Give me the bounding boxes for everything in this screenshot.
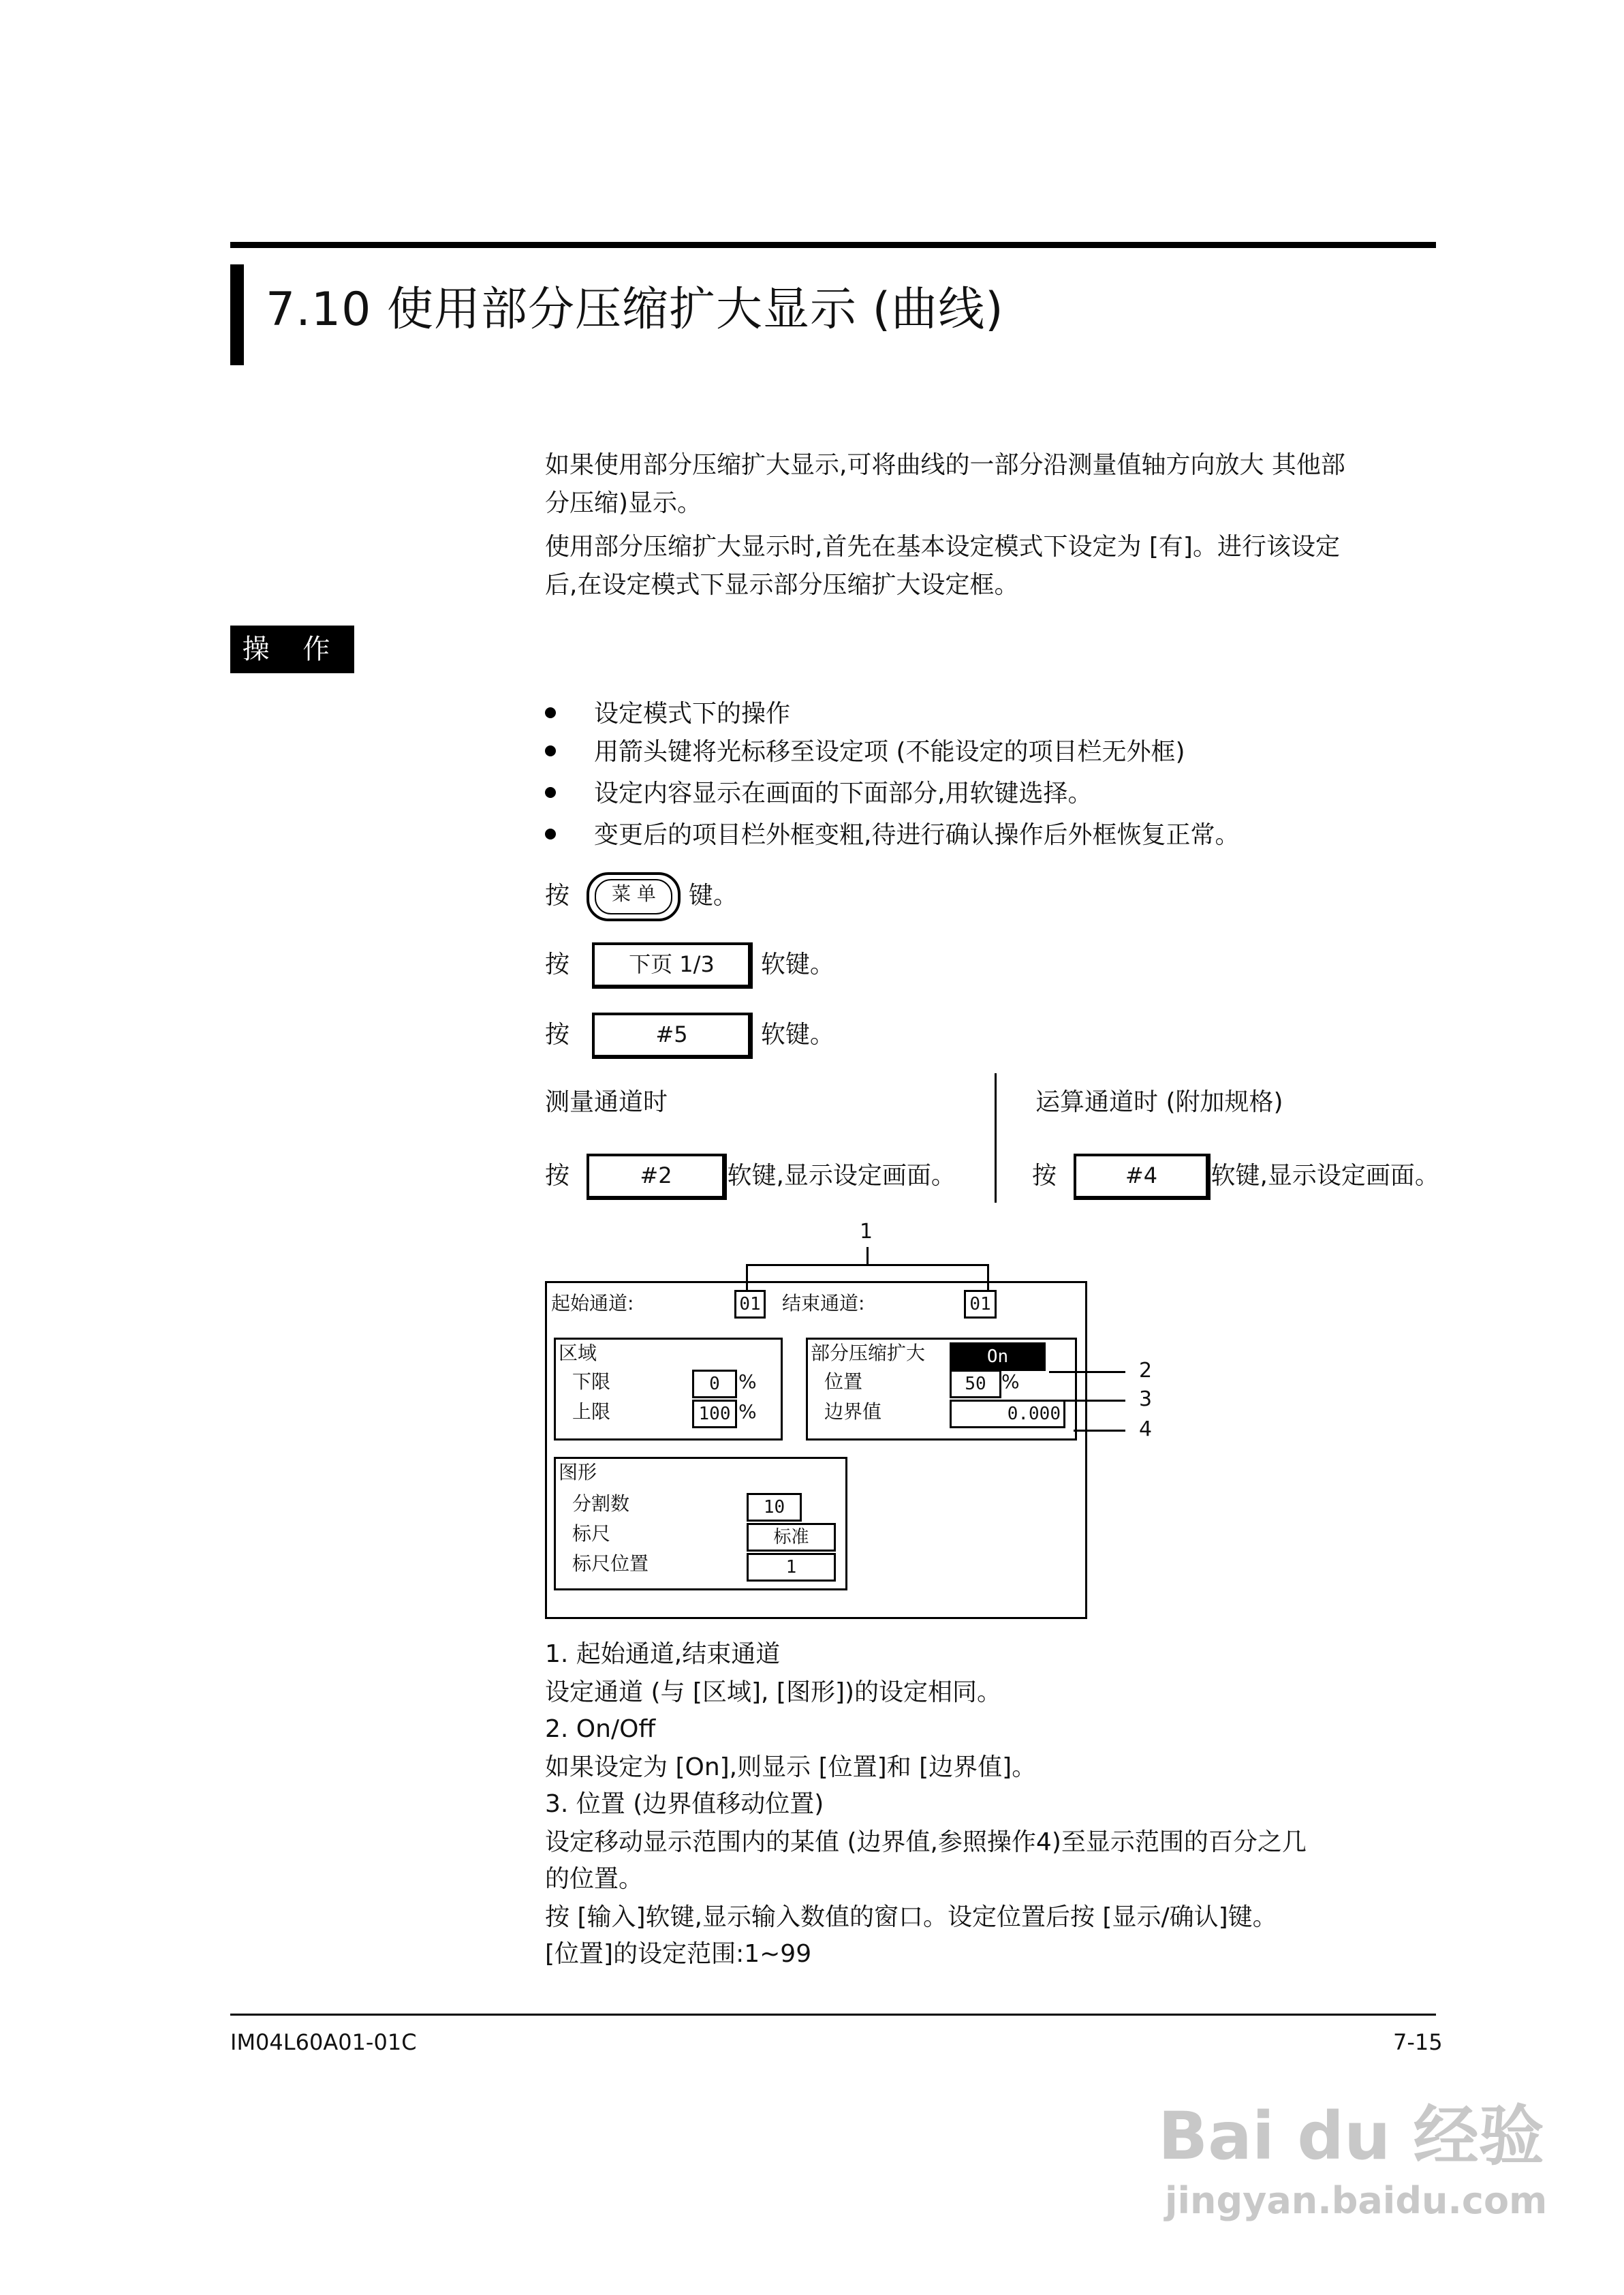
- doc-id: IM04L60A01-01C: [230, 2029, 417, 2055]
- note-2-body: 如果设定为 [On],则显示 [位置]和 [边界值]。: [545, 1753, 1037, 1781]
- step-menu: 按 菜 单 键。: [545, 872, 738, 921]
- callout-2: 2: [1139, 1359, 1153, 1383]
- zone-lower-unit: %: [738, 1370, 757, 1393]
- end-channel-label: 结束通道:: [782, 1292, 865, 1314]
- partial-expand-onoff-field[interactable]: On: [950, 1342, 1046, 1371]
- title-rule: [230, 242, 1436, 248]
- bullet-item: 变更后的项目栏外框变粗,待进行确认操作后外框恢复正常。: [545, 816, 1239, 854]
- zone-lower-label: 下限: [572, 1370, 611, 1393]
- end-channel-field[interactable]: 01: [964, 1290, 997, 1319]
- note-3-body-4: [位置]的设定范围:1~99: [545, 1940, 812, 1968]
- setting-screen: [545, 1281, 1087, 1619]
- zone-group: [554, 1338, 783, 1441]
- bullet-item: 用箭头键将光标移至设定项 (不能设定的项目栏无外框): [545, 733, 1185, 771]
- menu-key[interactable]: 菜 单: [587, 872, 681, 921]
- position-label: 位置: [824, 1370, 863, 1393]
- watermark-brand: Bai du 经验: [1158, 2098, 1544, 2174]
- note-3-body-1: 设定移动显示范围内的某值 (边界值,参照操作4)至显示范围的百分之几: [545, 1828, 1307, 1856]
- zone-lower-field[interactable]: 0: [692, 1370, 737, 1398]
- callout-2-leader: [1049, 1371, 1125, 1373]
- note-3-body-2: 的位置。: [545, 1865, 644, 1893]
- note-3-body-3: 按 [输入]软键,显示输入数值的窗口。设定位置后按 [显示/确认]键。: [545, 1903, 1277, 1931]
- zone-upper-label: 上限: [572, 1400, 611, 1423]
- divisions-label: 分割数: [572, 1492, 630, 1515]
- scale-position-label: 标尺位置: [572, 1552, 649, 1575]
- start-channel-field[interactable]: 01: [734, 1290, 766, 1319]
- boundary-label: 边界值: [824, 1400, 882, 1423]
- title-side-bar: [230, 264, 244, 365]
- scale-position-field[interactable]: 1: [747, 1553, 836, 1582]
- next-page-softkey[interactable]: 下页 1/3: [592, 942, 753, 989]
- callout-1: 1: [860, 1220, 873, 1244]
- scale-label: 标尺: [572, 1522, 611, 1545]
- operation-badge: 操 作: [230, 626, 354, 673]
- intro-line-1: 如果使用部分压缩扩大显示,可将曲线的一部分沿测量值轴方向放大 其他部: [545, 451, 1345, 479]
- note-2-title: 2. On/Off: [545, 1715, 656, 1743]
- start-channel-label: 起始通道:: [551, 1292, 634, 1314]
- intro-line-4: 后,在设定模式下显示部分压缩扩大设定框。: [545, 571, 1019, 599]
- position-unit: %: [1001, 1370, 1020, 1393]
- bullet-item: 设定模式下的操作: [545, 695, 790, 733]
- math-channel-header: 运算通道时 (附加规格): [1035, 1088, 1283, 1116]
- bullet-dot-icon: [545, 745, 556, 756]
- position-field[interactable]: 50: [950, 1370, 1001, 1398]
- footer-rule: [230, 2014, 1436, 2016]
- partial-expand-title: 部分压缩扩大: [811, 1342, 926, 1364]
- note-1-body: 设定通道 (与 [区域], [图形])的设定相同。: [545, 1678, 1002, 1706]
- callout-4: 4: [1139, 1417, 1153, 1441]
- watermark-url: jingyan.baidu.com: [1165, 2179, 1548, 2222]
- bullet-dot-icon: [545, 707, 556, 718]
- section-title: 7.10 使用部分压缩扩大显示 (曲线): [266, 283, 1004, 337]
- page-number: 7-15: [1393, 2029, 1443, 2055]
- measure-channel-header: 测量通道时: [545, 1088, 668, 1116]
- zone-upper-unit: %: [738, 1400, 757, 1423]
- column-divider: [995, 1073, 997, 1203]
- step-hash2: 按 #2 软键,显示设定画面。: [545, 1154, 956, 1200]
- partial-expand-group: [806, 1338, 1077, 1441]
- hash5-softkey[interactable]: #5: [592, 1013, 753, 1059]
- callout-1-bracket: [746, 1264, 989, 1266]
- bullet-dot-icon: [545, 787, 556, 798]
- step-hash4: 按 #4 软键,显示设定画面。: [1032, 1154, 1439, 1200]
- zone-upper-field[interactable]: 100: [692, 1400, 737, 1428]
- callout-3-leader: [1022, 1400, 1125, 1402]
- hash2-softkey[interactable]: #2: [587, 1154, 727, 1200]
- scale-field[interactable]: 标准: [747, 1523, 836, 1552]
- note-3-title: 3. 位置 (边界值移动位置): [545, 1790, 824, 1818]
- boundary-field[interactable]: 0.000: [950, 1400, 1065, 1428]
- step-next-page: 按 下页 1/3 软键。: [545, 942, 834, 989]
- callout-1-stem: [866, 1247, 869, 1264]
- divisions-field[interactable]: 10: [747, 1493, 802, 1522]
- bullet-dot-icon: [545, 829, 556, 840]
- note-1-title: 1. 起始通道,结束通道: [545, 1640, 781, 1668]
- bullet-item: 设定内容显示在画面的下面部分,用软键选择。: [545, 775, 1092, 813]
- intro-line-2: 分压缩)显示。: [545, 489, 702, 517]
- callout-4-leader: [1074, 1430, 1125, 1432]
- hash4-softkey[interactable]: #4: [1074, 1154, 1211, 1200]
- graph-group: [554, 1457, 847, 1590]
- zone-title: 区域: [559, 1342, 597, 1364]
- step-hash5: 按 #5 软键。: [545, 1013, 834, 1059]
- intro-line-3: 使用部分压缩扩大显示时,首先在基本设定模式下设定为 [有]。进行该设定: [545, 533, 1340, 561]
- callout-3: 3: [1139, 1387, 1153, 1411]
- graph-title: 图形: [559, 1461, 597, 1483]
